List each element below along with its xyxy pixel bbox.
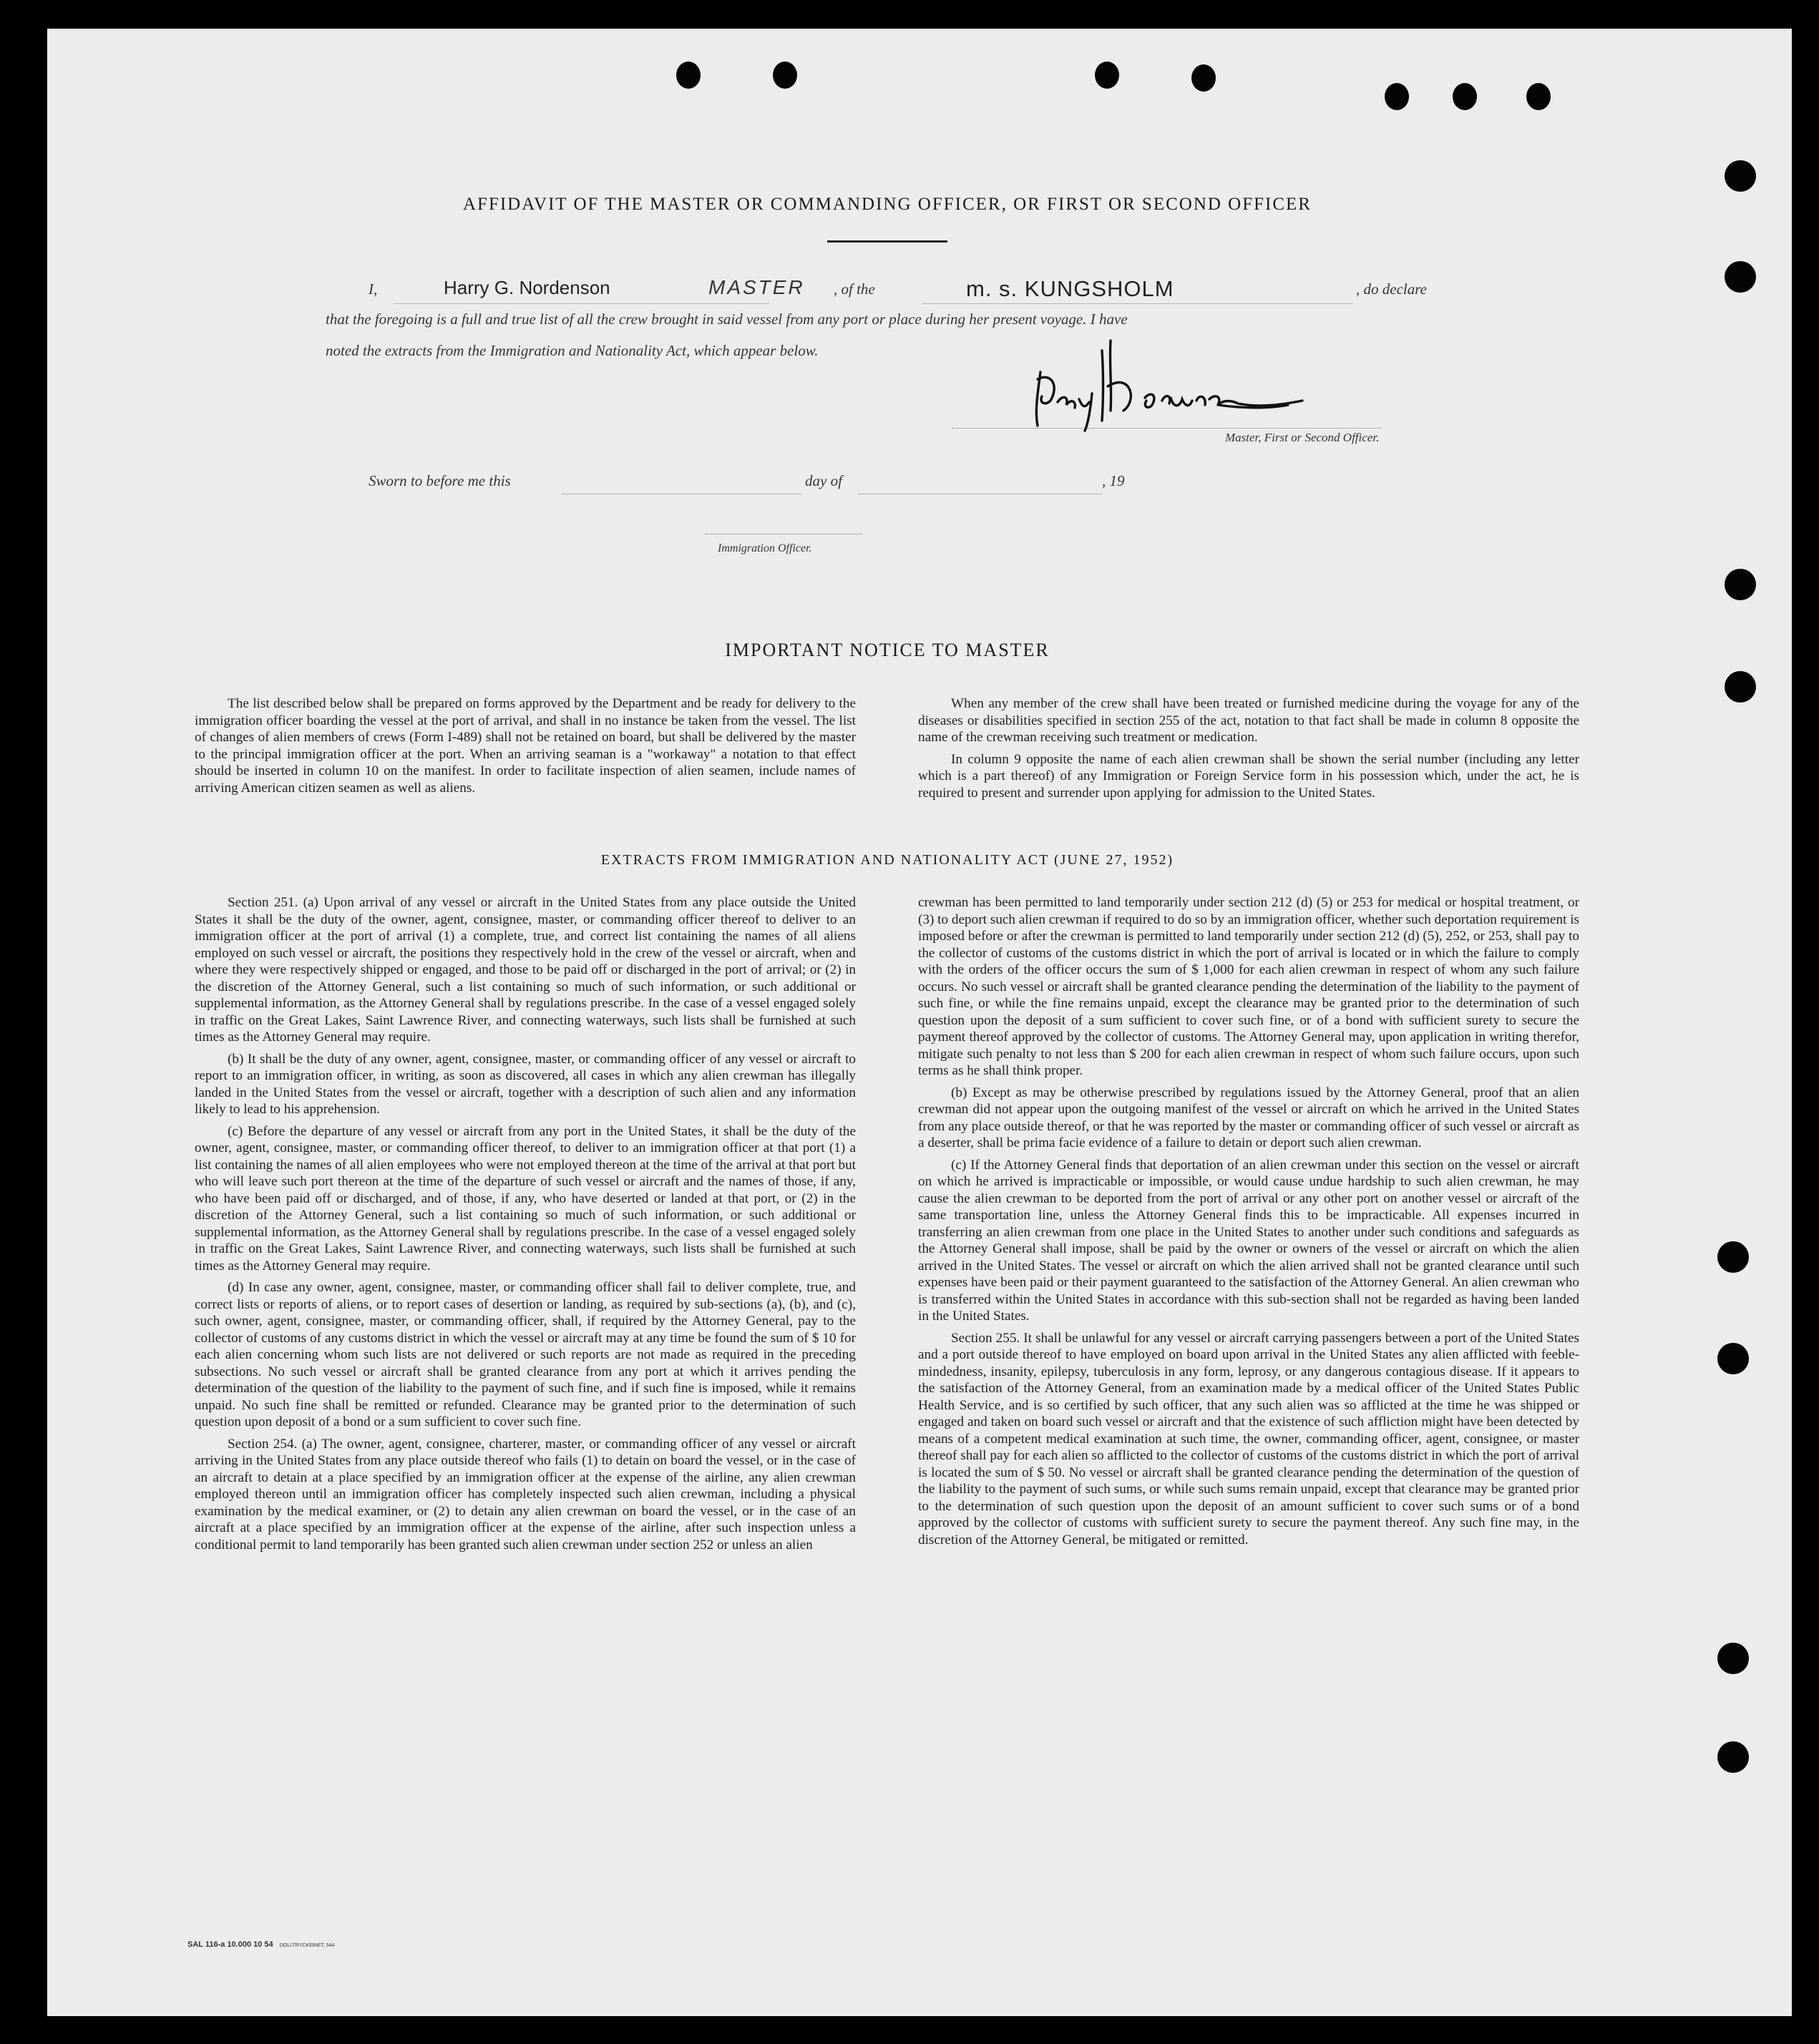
year-text: , 19 xyxy=(1102,472,1125,489)
signer-caption: Master, First or Second Officer. xyxy=(1225,431,1380,444)
punch-hole xyxy=(1717,1643,1749,1674)
section-254a-cont: crewman has been permitted to land temporarily under section 212 (d) (5) or 253 for medical or hospital treatment, or (3) to deport such alien crewman if required to do so by an immigration officer, whether such deportation requirement is imposed before or after the crewman is permitted to land temporarily under section 212 (d) (5), 252, or 253, shall pay to the collector of customs of the customs district in which the port of arrival is located or in which the failure to comply with the orders of the officer occurs the sum of $ 1,000 for each alien crewman in respect of whom any such failure occurs. No such vessel or aircraft shall be granted clearance pending the determination of the liability to the payment of such fine, or while the fine remains unpaid, except the clearance may be granted prior to the determination of such question upon the deposit of a sum sufficient to cover such fine, or of a bond with sufficient surety to secure the payment thereof approved by the collector of customs. The Attorney General may, upon application in writing therefor, mitigate such penalty to not less than $ 200 for each alien crewman in respect of whom such failure occurs, upon such terms as he shall think proper. xyxy=(918,895,1579,1078)
affidavit-of-the: , of the xyxy=(834,280,875,298)
section-255: Section 255. It shall be unlawful for any vessel or aircraft carrying passengers between a port of the United States and a port outside thereof to have employed on board upon arrival in the United States any alien afflicted with feeble-mindedness, insanity, epilepsy, tuberculosis in any form, leprosy, or any dangerous contagious disease. If it appears to the satisfaction of the Attorney General, from an examination made by a medical officer of the United States Public Health Service, and is so certified by such officer, that any such alien was so afflicted at the time he was shipped or engaged and taken on board such vessel or aircraft and that the existence of such affliction might have been detected by means of a competent medical examination at such time, the owner, commanding officer, agent, consignee, or master thereof shall pay for each alien so afflicted to the collector of customs of the customs district in which the port of arrival is located the sum of $ 50. No vessel or aircraft shall be granted clearance pending the determination of the question of the liability to the payment of such sums, or while such sums remain unpaid, except that clearance may be granted prior to the determination of such question upon the deposit of an amount sufficient to cover such sums or of a bond approved by the collector of customs with sufficient surety to secure the payment thereof. Any such fine may, in the discretion of the Attorney General, be mitigated or remitted. xyxy=(918,1330,1579,1547)
punch-hole xyxy=(1725,671,1756,703)
master-signature xyxy=(1030,336,1331,433)
vessel-name: m. s. KUNGSHOLM xyxy=(966,276,1174,301)
day-of-text: day of xyxy=(805,472,842,489)
notice-left xyxy=(195,695,856,801)
punch-hole xyxy=(1095,62,1119,89)
extracts-right-column xyxy=(918,894,1579,1553)
punch-hole xyxy=(1725,261,1756,293)
extracts-left-column xyxy=(195,894,856,1558)
notice-title: IMPORTANT NOTICE TO MASTER xyxy=(725,640,1050,660)
punch-hole xyxy=(1717,1741,1749,1773)
punch-hole xyxy=(1717,1343,1749,1374)
affidavit-do-declare: , do declare xyxy=(1356,280,1427,298)
extracts-title: EXTRACTS FROM IMMIGRATION AND NATIONALITY ACT (JUNE 27, 1952) xyxy=(600,852,1174,868)
notice-right xyxy=(918,695,1579,806)
punch-hole xyxy=(1453,83,1477,110)
notice-left-paragraph: The list described below shall be prepared on forms approved by the Department and be ready for delivery to the immigration officer boarding the vessel at the port of arrival, and shall in no instance be taken from the vessel. The list of changes of alien members of crews (Form I-489) shall not be retained on board, but shall be delivered by the master to the principal immigration officer at the port. When an arriving seaman is a "workaway" a notation to that effect should be inserted in column 10 on the manifest. In order to facilitate inspection of alien seamen, include names of arriving American citizen seamen as well as aliens. xyxy=(195,696,856,796)
signature-line xyxy=(952,428,1381,429)
affidavit-i: I, xyxy=(369,280,378,298)
title-rule xyxy=(827,240,947,243)
rank-handwritten: MASTER xyxy=(708,276,805,298)
section-254a: Section 254. (a) The owner, agent, consignee, charterer, master, or commanding officer of any vessel or aircraft arriving in the United States from any place outside thereof who fails (1) to detain on board the vessel, or in the case of an aircraft to detain at a place specified by an immigration officer at the expense of the airline, any alien crewman employed thereon until an immigration officer has completely inspected such alien crewman, including a physical examination by the medical examiner, or (2) to detain any alien crewman on board the vessel, or in the case of an aircraft at a place specified by an immigration officer at the expense of the airline, after such inspection unless a conditional permit to land temporarily has been granted such alien crewman under section 252 or unless an alien xyxy=(195,1436,856,1552)
punch-hole xyxy=(1717,1241,1749,1273)
punch-hole xyxy=(1385,83,1409,110)
immigration-officer-label: Immigration Officer. xyxy=(718,542,812,554)
punch-hole xyxy=(1191,64,1216,92)
name-line xyxy=(394,303,769,304)
section-251d: (d) In case any owner, agent, consignee, master, or commanding officer shall fail to deliver complete, true, and correct lists or reports of aliens, or to report cases of desertion or landing, as required by sub-sections (a), (b), and (c), such owner, agent, consignee, master, or commanding officer, shall, if required by the Attorney General, pay to the collector of customs of any customs district in which the vessel or aircraft may at any time be found the sum of $ 10 for each alien concerning whom such lists are not delivered or such reports are not made as required in the preceding subsections. No such vessel or aircraft shall be granted clearance from any port at which it arrives pending the determination of the question of the liability to the payment of such fine, and if such fine is imposed, while it remains unpaid. No such fine shall be remitted or refunded. Clearance may be granted prior to the determination of such question upon deposit of a bond or a sum sufficient to cover such fine. xyxy=(195,1280,856,1429)
vessel-line xyxy=(923,303,1352,304)
affidavit-line-3: noted the extracts from the Immigration and Nationality Act, which appear below. xyxy=(326,342,819,359)
section-251b: (b) It shall be the duty of any owner, agent, consignee, master, or commanding officer of any vessel or aircraft to report to an immigration officer, in writing, as soon as discovered, all cases in which any alien crewman has illegally landed in the United States from the vessel or aircraft, together with a description of such alien and any information likely to lead to his apprehension. xyxy=(195,1051,856,1117)
section-254c: (c) If the Attorney General finds that deportation of an alien crewman under this section on the vessel or aircraft on which he arrived is impracticable or impossible, or would cause undue hardship to such alien crewman, he may cause the alien crewman to be deported from the port of arrival or any other port on another vessel or aircraft of the same transportation line, unless the Attorney General finds this to be impracticable. All expenses incurred in transferring an alien crewman from one place in the United States to another under such conditions and safeguards as the Attorney General shall impose, shall be paid by the owner or owners of the vessel or aircraft on which the alien arrived in the United States. The vessel or aircraft on which the alien arrived shall not be granted clearance until such expenses have been paid or their payment guaranteed to the satisfaction of the Attorney General. An alien crewman who is transferred within the United States in accordance with this sub-section shall not be regarded as having been landed in the United States. xyxy=(918,1157,1579,1324)
master-name: Harry G. Nordenson xyxy=(444,277,610,298)
punch-hole xyxy=(676,62,701,89)
punch-hole xyxy=(1725,569,1756,600)
section-251c: (c) Before the departure of any vessel or aircraft from any port in the United States, it shall be the duty of the owner, agent, consignee, master, or commanding officer thereof, to deliver to an immigration officer at that port (1) a list containing the names of all alien employees who were not employed thereon at the time of the arrival at that port but who will leave such port thereon at the time of the departure of such vessel or aircraft and the names of those, if any, who have been paid off or discharged, and of those, if any, who have deserted or landed at that port, or (2) in the discretion of the Attorney General, such a list containing so much of such information, or such additional or supplemental information, as the Attorney General shall by regulations prescribe. In the case of a vessel engaged solely in traffic on the Great Lakes, Saint Lawrence River, and connecting waterways, such lists shall be furnished at such times as the Attorney General may require. xyxy=(195,1123,856,1273)
form-identifier xyxy=(187,1940,335,1949)
notice-right-paragraph-1: When any member of the crew shall have been treated or furnished medicine during the voyage for any of the diseases or disabilities specified in section 255 of the act, notation to that fact shall be made in column 8 opposite the name of the crewman receiving such treatment or medication. xyxy=(918,696,1579,745)
punch-hole xyxy=(1725,160,1756,192)
affidavit-title: AFFIDAVIT OF THE MASTER OR COMMANDING OFFICER, OR FIRST OR SECOND OFFICER xyxy=(462,195,1312,214)
affidavit-line-2: that the foregoing is a full and true list of all the crew brought in said vessel from any port or place during her present voyage. I have xyxy=(326,310,1128,328)
sworn-text: Sworn to before me this xyxy=(369,472,511,489)
printer-mark: DOLLTRYCKERIET, 544 xyxy=(279,1943,335,1948)
notice-right-paragraph-2: In column 9 opposite the name of each alien crewman shall be shown the serial number (including any letter which is a part thereof) of any Immigration or Foreign Service form in his possession which, under the act, he is required to present and surrender upon applying for admission to the United States. xyxy=(918,751,1579,801)
section-254b: (b) Except as may be otherwise prescribed by regulations issued by the Attorney General, proof that an alien crewman did not appear upon the outgoing manifest of the vessel or aircraft on which he arrived in the United States from any place outside thereof, or that he was reported by the master or commanding officer of such vessel or aircraft as a deserter, shall be prima facie evidence of a failure to detain or deport such alien crewman. xyxy=(918,1085,1579,1150)
punch-hole xyxy=(1526,83,1551,110)
section-251a: Section 251. (a) Upon arrival of any vessel or aircraft in the United States from any place outside the United States it shall be the duty of the owner, agent, consignee, master, or commanding officer thereof to deliver to an immigration officer at the port of arrival (1) a complete, true, and correct list containing the names of all aliens employed on such vessel or aircraft, the positions they respectively hold in the crew of the vessel or aircraft, when and where they were respectively shipped or engaged, and those to be paid off or discharged in the port of arrival; or (2) in the discretion of the Attorney General, such a list containing so much of such information, or such additional or supplemental information, as the Attorney General shall by regulations prescribe. In the case of a vessel engaged solely in traffic on the Great Lakes, Saint Lawrence River, and connecting waterways, such lists shall be furnished at such times as the Attorney General may require. xyxy=(195,895,856,1045)
punch-hole xyxy=(773,62,797,89)
form-id: SAL 116-a 10.000 10 54 xyxy=(187,1940,273,1949)
